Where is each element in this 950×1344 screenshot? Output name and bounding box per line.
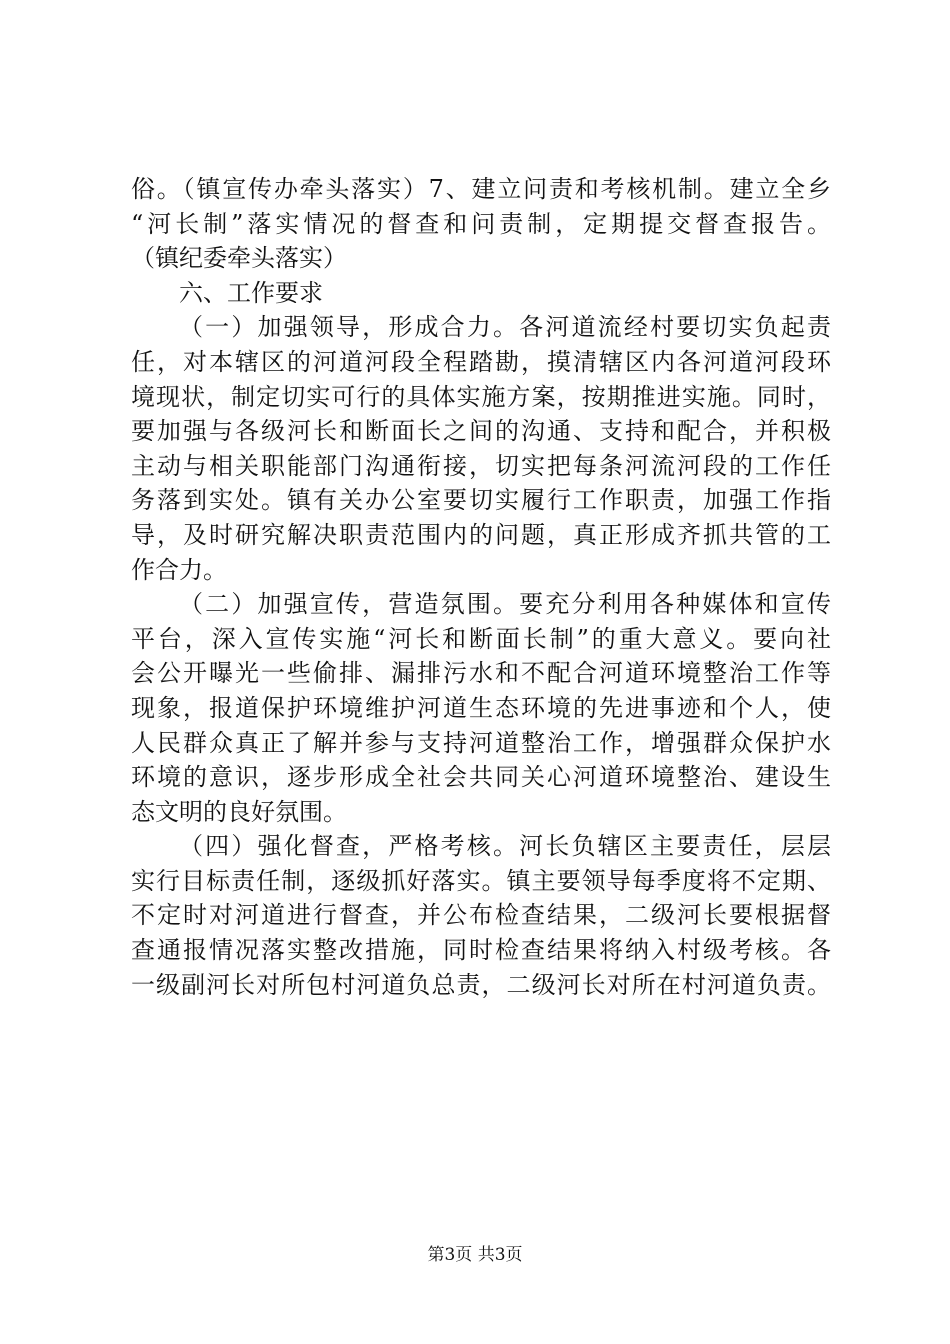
- text-line: 要加强与各级河长和断面长之间的沟通、支持和配合，并积极: [131, 417, 831, 446]
- text-line: 俗。（镇宣传办牵头落实）7、建立问责和考核机制。建立全乡: [131, 175, 831, 203]
- text-line: （四）强化督查，严格考核。河长负辖区主要责任，层层: [179, 832, 831, 861]
- text-line: 查通报情况落实整改措施，同时检查结果将纳入村级考核。各: [131, 936, 831, 965]
- text-line: 不定时对河道进行督查，并公布检查结果，二级河长要根据督: [131, 901, 831, 930]
- text-line: 会公开曝光一些偷排、漏排污水和不配合河道环境整治工作等: [131, 659, 831, 688]
- text-line: 现象，报道保护环境维护河道生态环境的先进事迹和个人，使: [131, 693, 831, 722]
- text-line: 平台，深入宣传实施“河长和断面长制”的重大意义。要向社: [131, 624, 831, 653]
- text-line: 态文明的良好氛围。: [131, 797, 347, 826]
- text-line: （二）加强宣传，营造氛围。要充分利用各种媒体和宣传: [179, 590, 831, 619]
- text-line: 实行目标责任制，逐级抓好落实。镇主要领导每季度将不定期、: [131, 866, 831, 895]
- text-line: “河长制”落实情况的督查和问责制，定期提交督查报告。: [131, 209, 831, 238]
- text-line: 六、工作要求: [179, 278, 323, 307]
- text-line: 导，及时研究解决职责范围内的问题，真正形成齐抓共管的工: [131, 520, 831, 549]
- text-line: 任，对本辖区的河道河段全程踏勘，摸清辖区内各河道河段环: [131, 347, 831, 376]
- text-line: 务落到实处。镇有关办公室要切实履行工作职责，加强工作指: [131, 486, 831, 515]
- text-line: 一级副河长对所包村河道负总责，二级河长对所在村河道负责。: [131, 970, 831, 999]
- text-line: （一）加强领导，形成合力。各河道流经村要切实负起责: [179, 313, 831, 342]
- text-line: （镇纪委牵头落实）: [131, 244, 347, 273]
- document-body: [131, 172, 831, 1002]
- text-line: 环境的意识，逐步形成全社会共同关心河道环境整治、建设生: [131, 763, 831, 792]
- text-line: 作合力。: [131, 555, 227, 584]
- page-footer: 第3页 共3页: [427, 1245, 523, 1265]
- text-line: 人民群众真正了解并参与支持河道整治工作，增强群众保护水: [131, 728, 831, 757]
- text-line: 境现状，制定切实可行的具体实施方案，按期推进实施。同时，: [131, 382, 831, 411]
- text-line: 主动与相关职能部门沟通衔接，切实把每条河流河段的工作任: [131, 451, 831, 480]
